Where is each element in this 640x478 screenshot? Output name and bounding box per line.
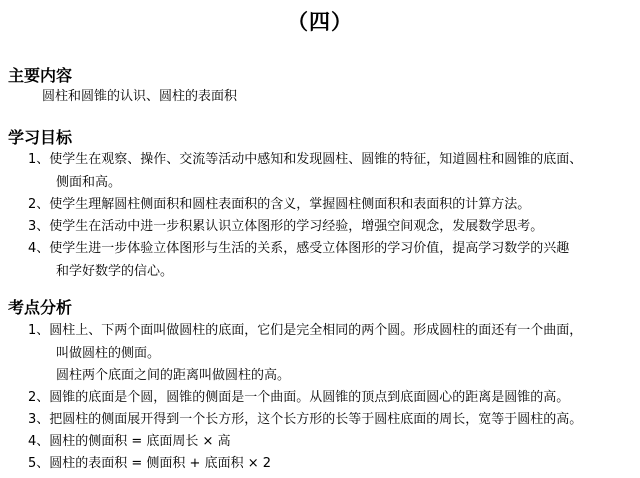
goal-line-1-cont: 侧面和高。 bbox=[56, 175, 122, 190]
exam-point-line-1: 1、圆柱上、下两个面叫做圆柱的底面，它们是完全相同的两个圆。形成圆柱的面还有一个曲面， bbox=[28, 323, 583, 338]
page-title: （四） bbox=[287, 10, 353, 34]
exam-point-line-1-cont: 叫做圆柱的侧面。 bbox=[56, 346, 161, 361]
main-content-line: 圆柱和圆锥的认识、圆柱的表面积 bbox=[42, 89, 238, 104]
goal-line-1: 1、使学生在观察、操作、交流等活动中感知和发现圆柱、圆锥的特征，知道圆柱和圆锥的底面、 bbox=[28, 152, 583, 167]
section-heading-exam-points: 考点分析 bbox=[8, 298, 73, 317]
goal-line-2: 2、使学生理解圆柱侧面积和圆柱表面积的含义，掌握圆柱侧面积和表面积的计算方法。 bbox=[28, 197, 531, 212]
section-heading-main-content: 主要内容 bbox=[8, 66, 73, 85]
goal-line-3: 3、使学生在活动中进一步积累认识立体图形的学习经验，增强空间观念，发展数学思考。 bbox=[28, 219, 544, 234]
goal-line-4: 4、使学生进一步体验立体图形与生活的关系，感受立体图形的学习价值，提高学习数学的兴趣 bbox=[28, 241, 570, 256]
goal-line-4-cont: 和学好数学的信心。 bbox=[56, 264, 174, 279]
exam-point-line-3: 3、把圆柱的侧面展开得到一个长方形，这个长方形的长等于圆柱底面的周长，宽等于圆柱的高。 bbox=[28, 412, 583, 427]
exam-point-line-4: 4、圆柱的侧面积 = 底面周长 × 高 bbox=[28, 434, 231, 449]
exam-point-line-1-cont2: 圆柱两个底面之间的距离叫做圆柱的高。 bbox=[56, 368, 291, 383]
exam-point-line-2: 2、圆锥的底面是个圆，圆锥的侧面是一个曲面。从圆锥的顶点到底面圆心的距离是圆锥的高。 bbox=[28, 390, 570, 405]
section-heading-learning-goals: 学习目标 bbox=[8, 128, 73, 147]
exam-point-line-5: 5、圆柱的表面积 = 侧面积 + 底面积 × 2 bbox=[28, 456, 272, 471]
